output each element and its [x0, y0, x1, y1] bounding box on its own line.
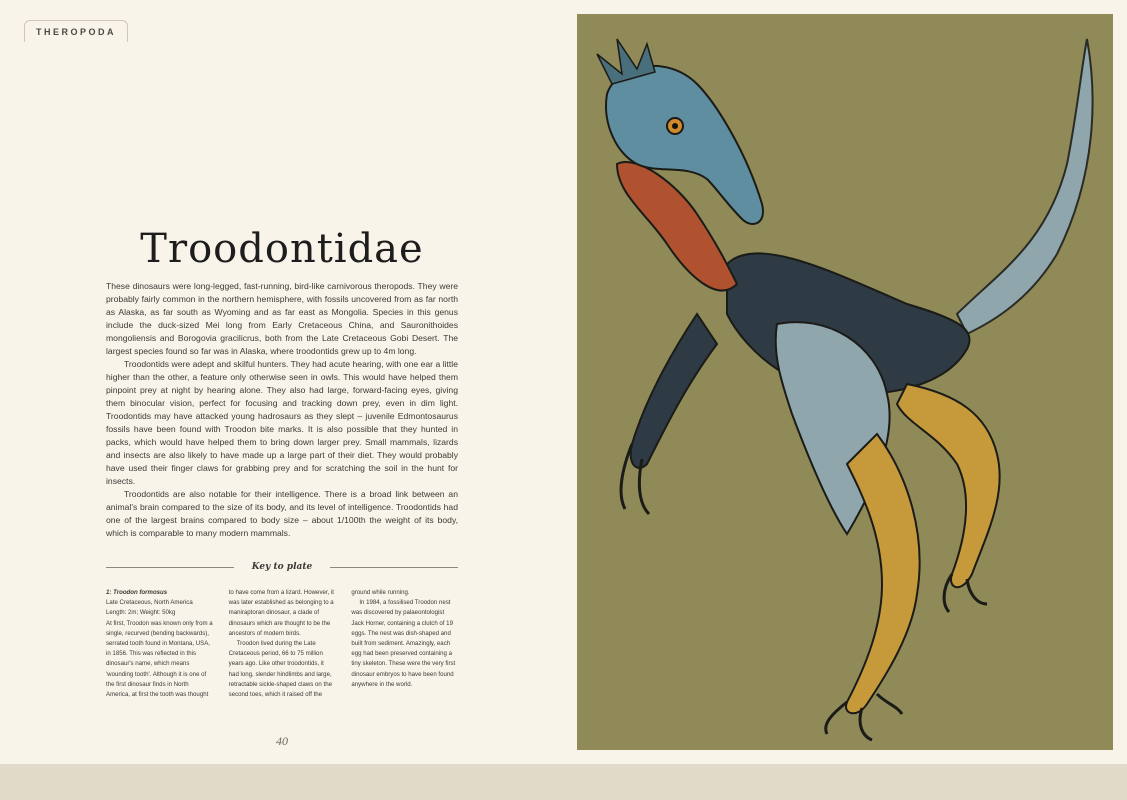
divider-rule: [106, 567, 234, 568]
paragraph: Troodontids are also notable for their intelligence. There is a broad link between an animal's brain compared to the size of its body, and its level of intelligence. Troodontids had one of the largest brains compared to body size – about 1/100th the weight of its body, which is comparable to many modern mammals.: [106, 489, 458, 538]
key-to-plate-divider: [106, 560, 458, 574]
key-column-3: [351, 588, 458, 700]
divider-rule: [330, 567, 458, 568]
page-number: 40: [276, 734, 288, 748]
page-title: Troodontidae: [140, 226, 424, 272]
key-text-columns: [106, 588, 458, 700]
paragraph: These dinosaurs were long-legged, fast-running, bird-like carnivorous theropods. They were probably fairly common in the northern hemisphere, with fossils uncovered from as far north as Alaska, as far south as Wyoming and as far east as Mongolia. Species in this genus include the duck-sized Mei long from Early Cretaceous China, and Sauronithoides mongoliensis and Borogovia gracilicrus, both from the Late Cretaceous Gobi Desert. The largest species found so far was in Alaska, where troodontids grew up to 4m long.: [106, 281, 458, 356]
key-line: ground while running.: [351, 589, 410, 596]
key-line: to have come from a lizard. However, it was later established as belonging to a maniraptoran dinosaur, a clade of dinosaurs which are thought to be the ancestors of modern birds.: [228, 589, 334, 637]
key-heading: 1: Troodon formosus: [106, 589, 168, 596]
front-leg: [846, 434, 920, 713]
body-text: [106, 280, 458, 540]
key-to-plate-label: Key to plate: [251, 562, 313, 572]
pupil: [672, 123, 678, 129]
arm: [631, 314, 717, 468]
section-tab[interactable]: THEROPODA: [24, 20, 128, 42]
tail-feathers: [957, 39, 1093, 334]
key-column-1: [106, 588, 213, 700]
dinosaur-plate-illustration: [577, 14, 1113, 750]
key-line: In 1984, a fossilised Troodon nest was discovered by palaeontologist Jack Horner, containing a clutch of 19 eggs. The nest was dish-shaped and built from sediment. Amazingly, each egg had been preserved containing a tiny skeleton. These were the very first dinosaur embryos to have been found anywhere in the world.: [351, 599, 456, 688]
paragraph: Troodontids were adept and skilful hunters. They had acute hearing, with one ear a little higher than the other, a feature only otherwise seen in owls. This would have helped them pinpoint prey at night by hearing alone. They also had large, forward-facing eyes, giving them binocular vision, perfect for focusing and tracking down prey, even in dim light. Troodontids may have attacked young hadrosaurs as they slept – juvenile Edmontosaurus fossils have been found with Troodon bite marks. It is also possible that they hunted in packs, which would have helped them to bring down larger prey. Small mammals, lizards and insects are also likely to have made up a large part of their diet. They would probably have used their finger claws for grabbing prey and for scratching the soil in the hunt for insects.: [106, 359, 458, 486]
key-line: At first, Troodon was known only from a single, recurved (bending backwards), serrated tooth found in Montana, USA, in 1856. This was reflected in this dinosaur's name, which means 'wounding tooth'. Although it is one of the first dinosaur finds in North America, at first the tooth was thought: [106, 619, 213, 699]
scan-bottom-band: [0, 764, 1127, 800]
key-line: Late Cretaceous, North America: [106, 599, 193, 607]
key-column-2: [229, 588, 336, 700]
troodon-illustration: [577, 14, 1113, 750]
key-line: Troodon lived during the Late Cretaceous period, 66 to 75 million years ago. Like other troodontids, it had long, slender hindlimbs and large, retractable sickle-shaped claws on the second toes, which it raised off the: [228, 640, 332, 699]
key-line: Length: 2m; Weight: 50kg: [106, 609, 176, 617]
